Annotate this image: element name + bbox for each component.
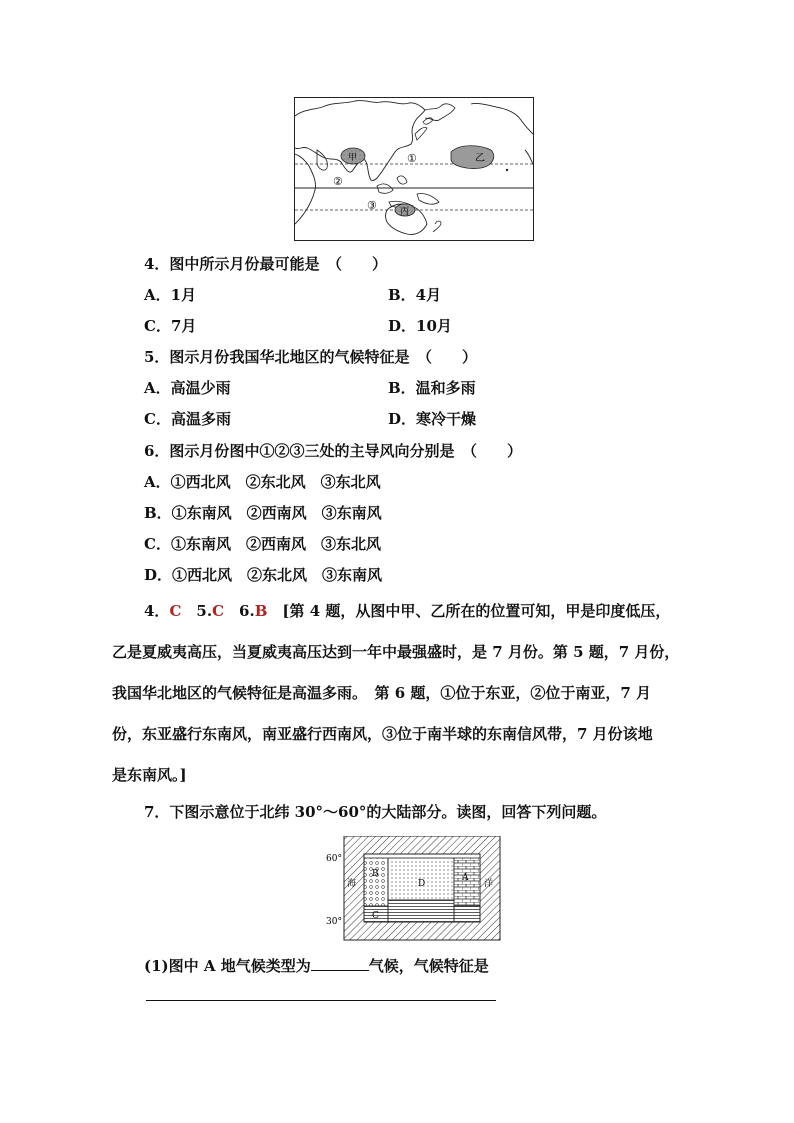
explanation-line-1: [第 4 题，从图中甲、乙所在的位置可知，甲是印度低压，: [282, 602, 671, 620]
answer-5-value: C: [212, 602, 225, 620]
sub1-blank-climate-features[interactable]: [146, 1000, 496, 1001]
q5-option-d: D．寒冷干燥: [388, 410, 477, 428]
sub1-text-b: 气候，气候特征是: [368, 957, 489, 975]
q4-option-c: C．7月: [144, 317, 197, 335]
region-d-south: [388, 900, 454, 922]
label-a: A: [462, 873, 469, 883]
q4-option-d: D．10月: [388, 317, 452, 335]
q6-option-d: D．①西北风 ②东北风 ③东南风: [144, 566, 383, 584]
q4-option-a: A．1月: [144, 286, 197, 304]
left-ocean-label: 海: [347, 879, 357, 889]
q6-option-a: A．①西北风 ②东北风 ③东北风: [144, 473, 381, 491]
explanation-line-5: 是东南风。]: [112, 766, 187, 784]
japan-islands: [415, 127, 427, 140]
answer-5-number: 5.: [196, 602, 213, 620]
label-circle-2: ②: [333, 175, 343, 188]
answer-6-value: B: [254, 602, 268, 620]
sub1-blank-climate-type[interactable]: [311, 956, 369, 971]
africa-coastline: [295, 154, 316, 224]
explanation-line-3: 我国华北地区的气候特征是高温多雨。 第 6 题，①位于东亚，②位于南亚，7 月: [112, 684, 652, 702]
right-ocean-label: 洋: [484, 879, 494, 889]
label-b: B: [372, 869, 379, 879]
question-4-stem: 4．图中所示月份最可能是 （ ）: [144, 255, 387, 273]
yi-high-pressure: [451, 146, 494, 169]
world-map-figure: [294, 97, 534, 241]
answer-4-number: 4．: [144, 602, 170, 620]
question-7-sub-1: [144, 955, 489, 976]
region-a-south: [454, 906, 480, 922]
question-5-stem: 5．图示月份我国华北地区的气候特征是 （ ）: [144, 348, 477, 366]
southeast-asia-islands: [377, 184, 393, 193]
continent-diagram-svg: [326, 836, 502, 942]
q5-option-c: C．高温多雨: [144, 410, 231, 428]
region-b: [364, 858, 388, 906]
eurasia-coastline: [295, 101, 425, 181]
label-yi: 乙: [475, 153, 485, 164]
sub1-text-a: (1)图中 A 地气候类型为: [144, 957, 311, 975]
label-jia: 甲: [348, 153, 358, 163]
explanation-line-4: 份，东亚盛行东南风，南亚盛行西南风，③位于南半球的东南信风带，7 月份该地: [112, 725, 653, 743]
continent-climate-diagram: [326, 836, 502, 942]
lat-30-label: 30°: [326, 917, 342, 927]
answer-key-line: [144, 600, 670, 621]
question-6-stem: 6．图示月份图中①②③三处的主导风向分别是 （ ）: [144, 442, 522, 460]
question-7-stem: 7．下图示意位于北纬 30°～60°的大陆部分。读图，回答下列问题。: [144, 803, 607, 821]
pressure-map: [295, 98, 533, 240]
label-d: D: [418, 879, 426, 889]
hawaii-island: [506, 169, 508, 171]
q4-option-b: B．4月: [388, 286, 442, 304]
q5-option-a: A．高温少雨: [144, 379, 231, 397]
label-bing: 丙: [400, 207, 410, 217]
arabia-coastline: [317, 150, 327, 170]
north-america-coastline: [471, 103, 533, 134]
answer-4-value: C: [169, 602, 182, 620]
label-c: C: [372, 911, 379, 921]
explanation-line-2: 乙是夏威夷高压，当夏威夷高压达到一年中最强盛时，是 7 月份。第 5 题，7 月份，: [112, 643, 680, 661]
label-circle-1: ①: [407, 152, 417, 165]
label-circle-3: ③: [367, 199, 377, 212]
q5-option-b: B．温和多雨: [388, 379, 476, 397]
lat-60-label: 60°: [326, 854, 342, 864]
q6-option-b: B．①东南风 ②西南风 ③东南风: [144, 504, 382, 522]
q6-option-c: C．①东南风 ②西南风 ③东北风: [144, 535, 381, 553]
answer-6-number: 6.: [239, 602, 255, 620]
